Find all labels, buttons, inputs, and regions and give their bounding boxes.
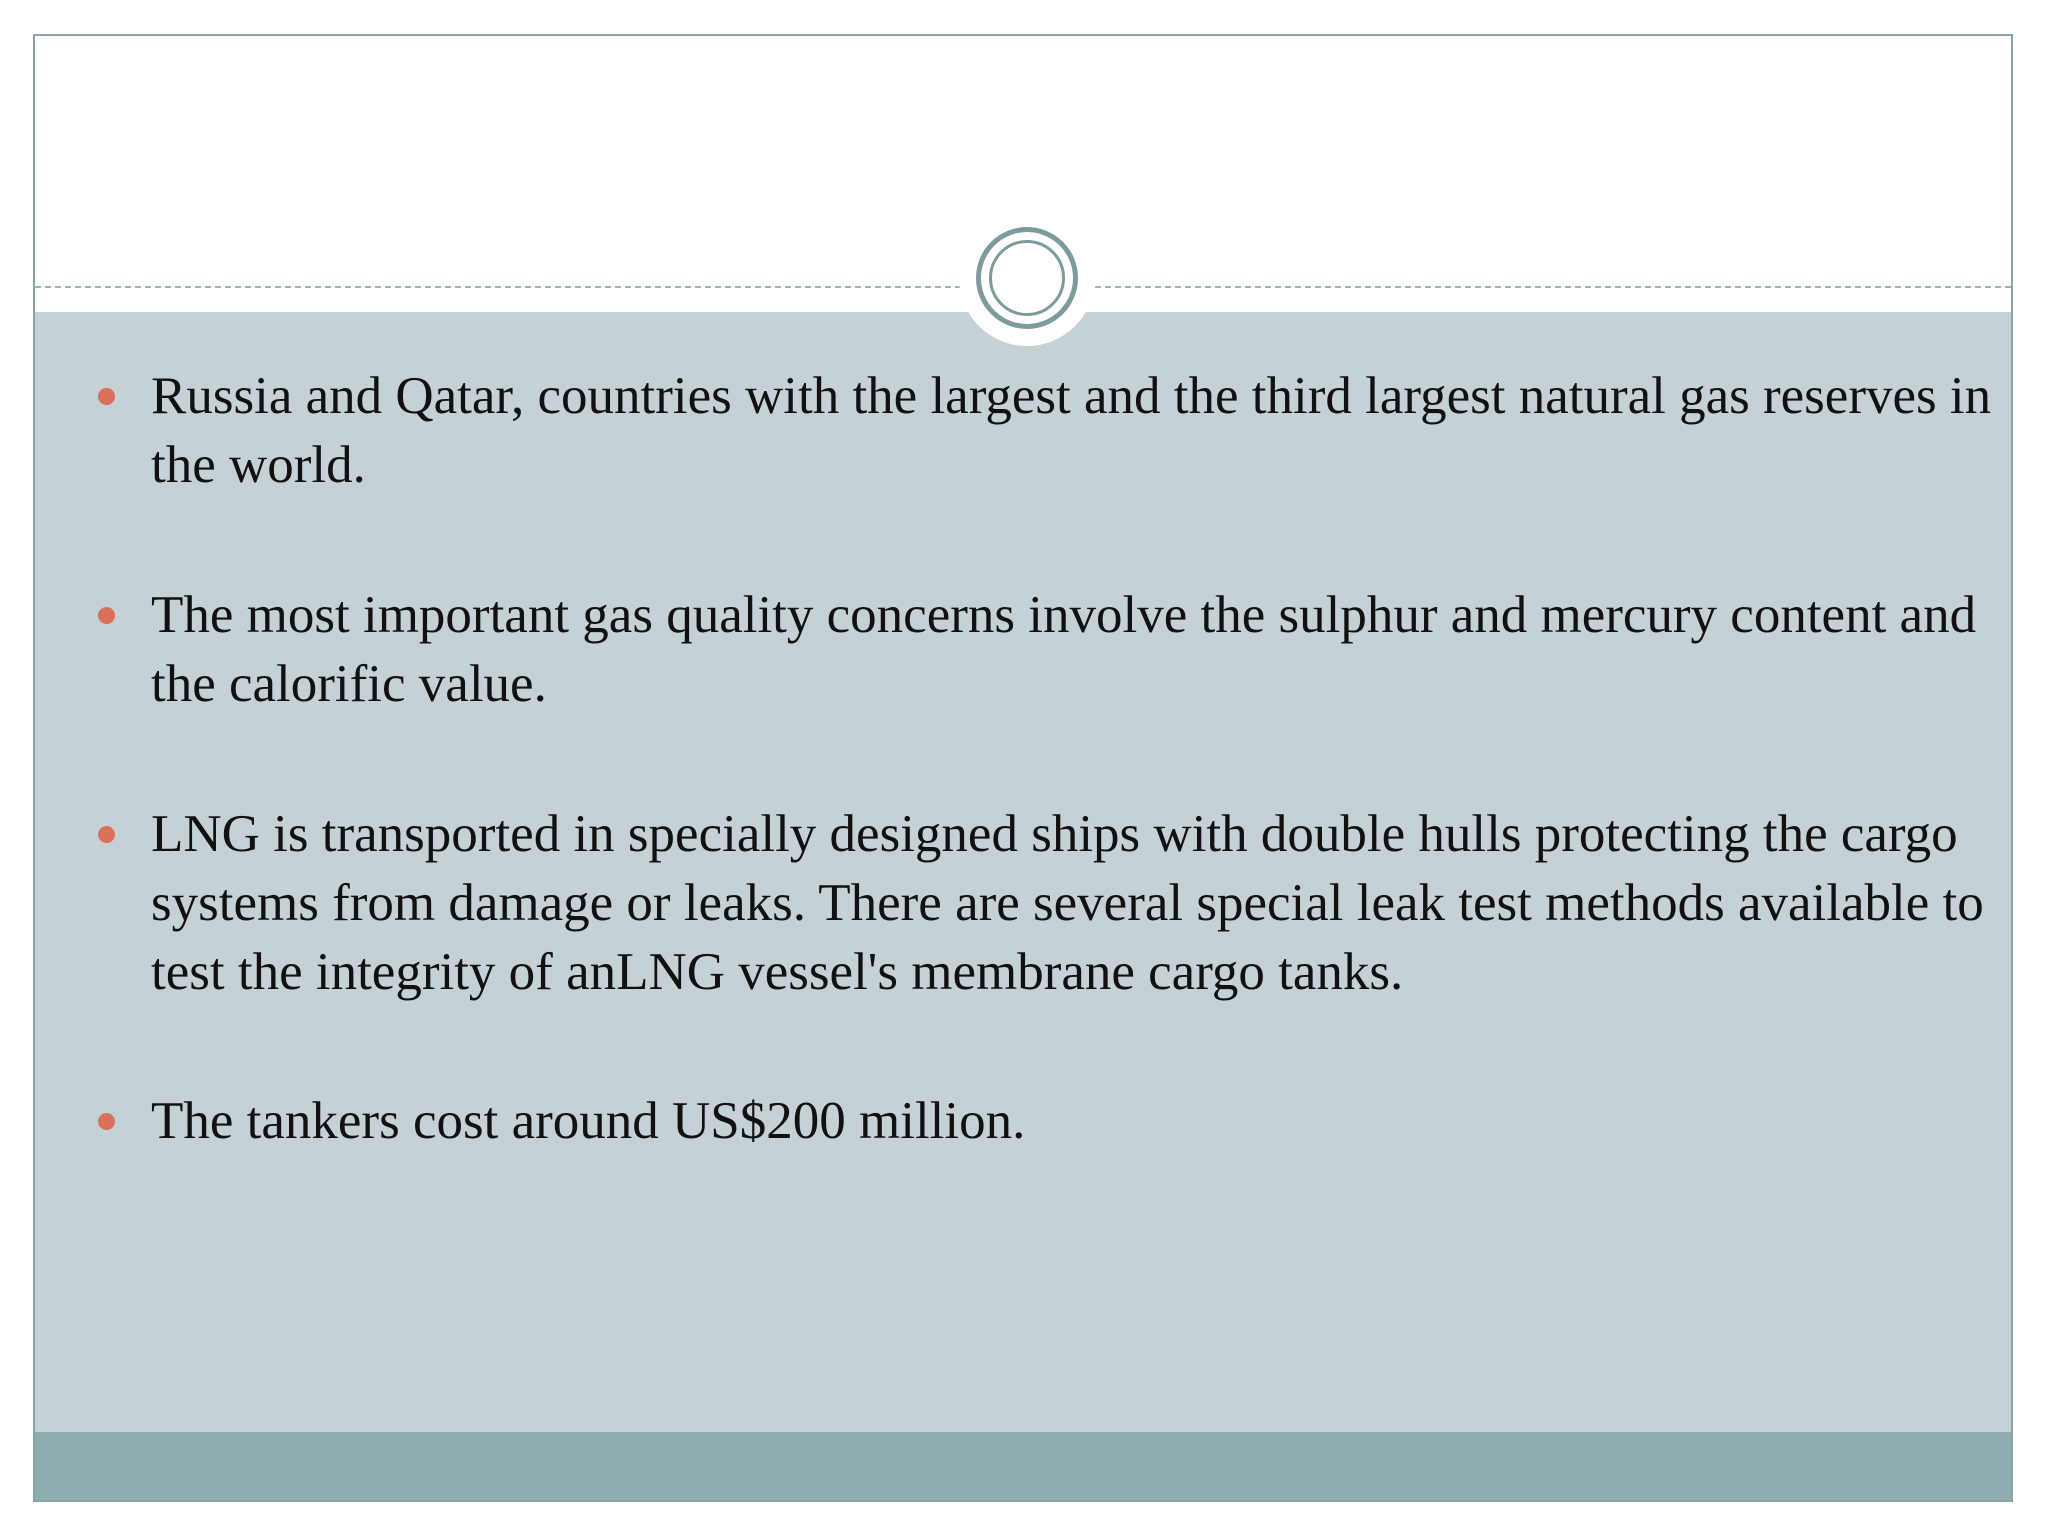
bullet-list	[35, 36, 2011, 1500]
bullet-dot-icon	[98, 826, 115, 843]
bullet-text: Russia and Qatar, countries with the largest and the third largest natural gas reserves in the world.	[151, 367, 1992, 494]
bullet-text: LNG is transported in specially designed ships with double hulls protecting the cargo systems from damage or leaks. There are several special leak test methods available to test the integrity of anLNG vessel's membrane cargo tanks.	[151, 805, 1984, 1001]
bullet-item	[151, 800, 2011, 1007]
bullet-dot-icon	[98, 1113, 115, 1130]
bullet-dot-icon	[98, 388, 115, 405]
bullet-item	[151, 1087, 2011, 1156]
bullet-item	[151, 581, 2011, 719]
slide	[33, 34, 2013, 1502]
bullet-dot-icon	[98, 607, 115, 624]
bullet-item	[151, 362, 2011, 500]
bullet-text: The tankers cost around US$200 million.	[151, 1092, 1026, 1150]
bullet-text: The most important gas quality concerns involve the sulphur and mercury content and the calorific value.	[151, 586, 1977, 713]
